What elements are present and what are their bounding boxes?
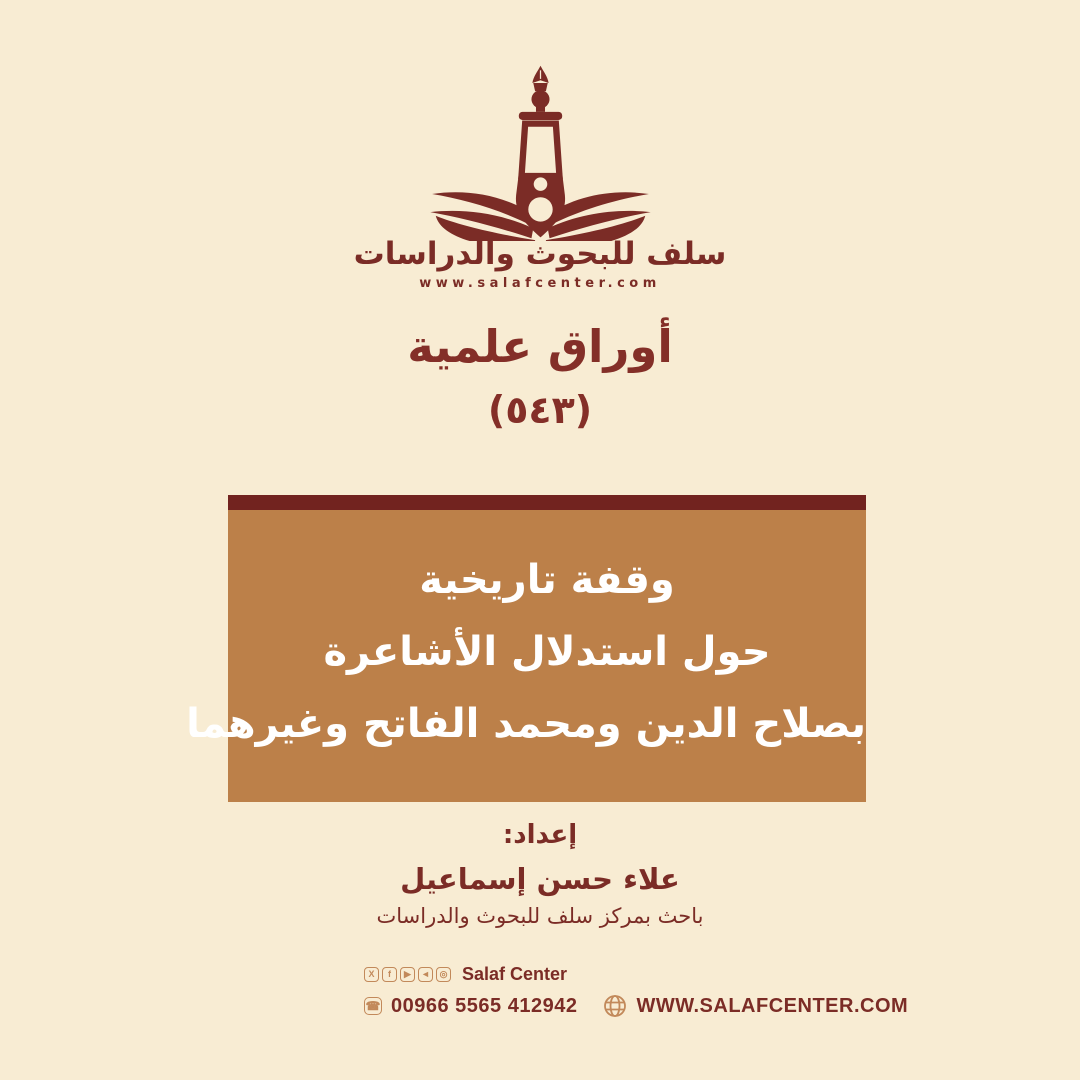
telegram-icon: ◄ (418, 967, 433, 982)
paper-title-line-3: بصلاح الدين ومحمد الفاتح وغيرهما (186, 701, 866, 747)
facebook-icon: f (382, 967, 397, 982)
footer (364, 964, 908, 1018)
org-website: www.salafcenter.com (419, 275, 661, 291)
paper-title-line-2: حول استدلال الأشاعرة (323, 629, 771, 675)
author-block (0, 820, 1080, 928)
org-name: سلف للبحوث والدراسات (353, 236, 727, 272)
series-title: أوراق علمية (407, 320, 673, 373)
prepared-by-label: إعداد: (502, 820, 578, 850)
salaf-center-logo-icon (423, 64, 658, 241)
author-name: علاء حسن إسماعيل (400, 862, 680, 896)
instagram-icon: ◎ (436, 967, 451, 982)
phone-icon: ☎ (365, 999, 381, 1013)
paper-title-line-1: وقفة تاريخية (419, 557, 675, 603)
title-box-stripe (228, 495, 866, 510)
paper-title-box (186, 495, 866, 802)
author-role: باحث بمركز سلف للبحوث والدراسات (376, 904, 704, 928)
series-number: (٥٤٣) (487, 388, 593, 432)
youtube-icon: ▶ (400, 967, 415, 982)
series-block (0, 320, 1080, 432)
website-url: WWW.SALAFCENTER.COM (636, 994, 909, 1017)
x-icon: X (364, 967, 379, 982)
globe-icon (603, 994, 627, 1018)
phone-number: 00966 5565 412942 (391, 994, 578, 1017)
logo (0, 64, 1080, 291)
paper-title (186, 510, 866, 760)
social-row (364, 964, 908, 985)
contact-row (364, 994, 908, 1018)
social-handle: Salaf Center (462, 964, 568, 984)
